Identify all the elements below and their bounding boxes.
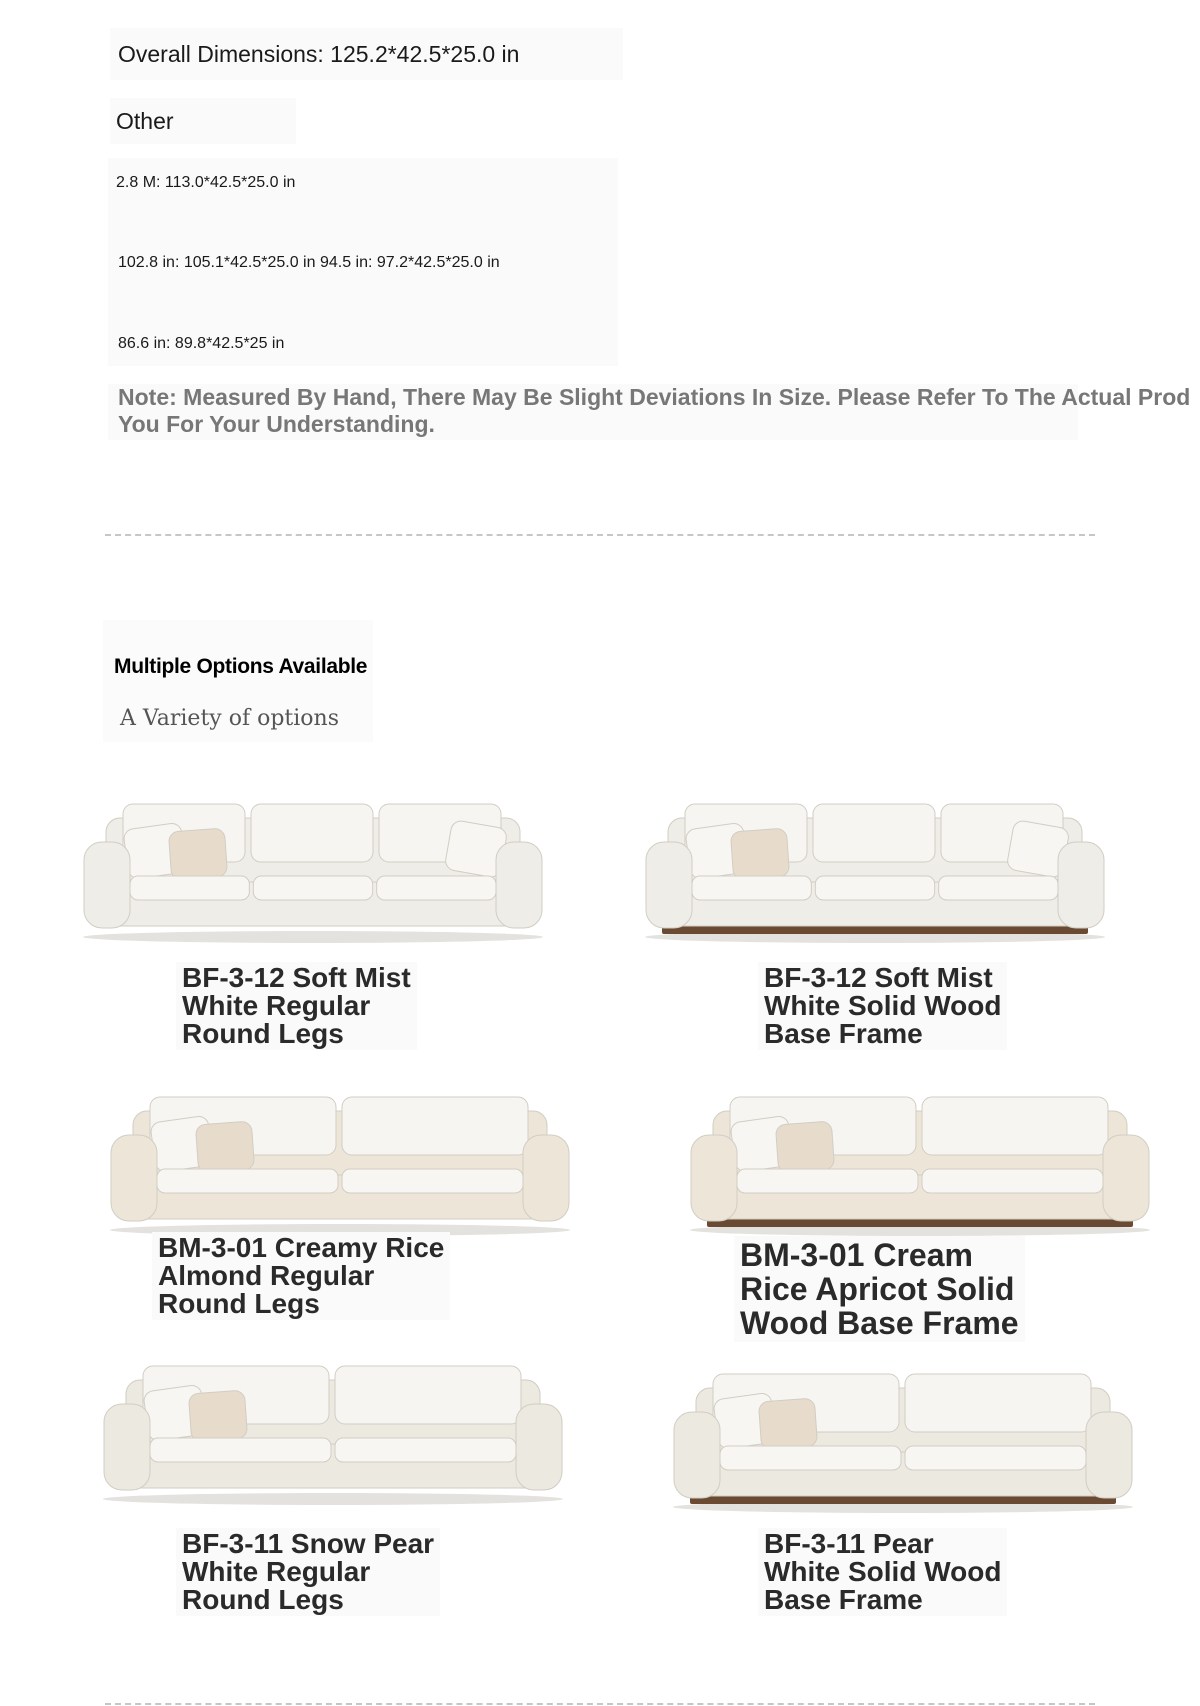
option-label-line: White Regular [182,1556,371,1587]
option-label [734,1236,1025,1342]
sofa-image [98,1362,568,1507]
seat-cushion [737,1169,918,1193]
sofa-arm-left [84,842,130,928]
sofa-shadow [103,1493,563,1505]
back-cushion [251,804,373,862]
section-divider [105,534,1095,536]
option-label [758,1528,1007,1616]
option-label-line: BF-3-12 Soft Mist [182,962,411,993]
sofa-arm-right [523,1135,569,1221]
seat-cushion [157,1169,338,1193]
option-label-line: Base Frame [764,1018,923,1049]
seat-cushion [720,1446,901,1470]
option-label-line: BF-3-12 Soft Mist [764,962,993,993]
sofa-shadow [83,931,543,943]
back-cushion [813,804,935,862]
throw-pillow [168,828,227,880]
wood-base-frame [707,1219,1133,1227]
option-label-line: Rice Apricot Solid [740,1271,1015,1307]
sofa-image [668,1370,1138,1515]
option-label-line: BM-3-01 Cream [740,1237,973,1273]
sofa-arm-left [646,842,692,928]
seat-cushion [692,876,811,900]
spec-line: 2.8 M: 113.0*42.5*25.0 in [116,174,296,191]
seat-cushion [377,876,496,900]
throw-pillow [775,1121,834,1173]
option-label-line: Base Frame [764,1584,923,1615]
seat-cushion [150,1438,331,1462]
wood-base-frame [690,1496,1116,1504]
option-label-line: Wood Base Frame [740,1305,1019,1341]
spec-line: 102.8 in: 105.1*42.5*25.0 in 94.5 in: 97.2*42.5*25.0 in [118,254,500,271]
throw-pillow [188,1390,247,1442]
sofa-arm-right [1058,842,1104,928]
sofa-image [105,1093,575,1238]
measurement-note [108,384,1191,440]
option-label-line: Almond Regular [158,1260,375,1291]
other-specifications-heading: Other [110,98,296,144]
sofa-arm-right [1103,1135,1149,1221]
sofa-arm-left [674,1412,720,1498]
sofa-arm-right [1086,1412,1132,1498]
sofa-image [640,800,1110,945]
seat-cushion [905,1446,1086,1470]
sofa-image [78,800,548,945]
options-subtitle: A Variety of options [120,706,339,731]
throw-pillow [730,828,789,880]
seat-cushion [922,1169,1103,1193]
back-cushion [342,1097,528,1155]
seat-cushion [130,876,249,900]
sofa-image [685,1093,1155,1238]
sofa-arm-left [691,1135,737,1221]
options-title: Multiple Options Available [114,655,368,678]
option-label-line: White Solid Wood [764,1556,1002,1587]
option-label-line: Round Legs [182,1018,344,1049]
option-label [176,1528,440,1616]
seat-cushion [815,876,934,900]
note-line: You For Your Understanding. [118,411,435,437]
option-label-line: BM-3-01 Creamy Rice [158,1232,445,1263]
option-label-line: Round Legs [158,1288,320,1319]
option-label [176,962,417,1050]
note-line: Note: Measured By Hand, There May Be Slight Deviations In Size. Please Refer To The Actual Prod [118,384,1191,410]
option-label-line: BF-3-11 Snow Pear [182,1528,435,1559]
sofa-arm-right [496,842,542,928]
back-cushion [922,1097,1108,1155]
specifications-list [108,158,618,366]
throw-pillow [195,1121,254,1173]
option-label [152,1232,450,1320]
spec-line: 86.6 in: 89.8*42.5*25 in [118,335,285,352]
back-cushion [905,1374,1091,1432]
sofa-arm-left [111,1135,157,1221]
seat-cushion [342,1169,523,1193]
option-label-line: Round Legs [182,1584,344,1615]
bottom-divider [105,1703,1095,1705]
sofa-arm-left [104,1404,150,1490]
overall-dimensions: Overall Dimensions: 125.2*42.5*25.0 in [110,28,623,80]
back-cushion [335,1366,521,1424]
option-label [758,962,1007,1050]
seat-cushion [939,876,1058,900]
option-label-line: White Solid Wood [764,990,1002,1021]
sofa-arm-right [516,1404,562,1490]
option-label-line: BF-3-11 Pear [764,1528,934,1559]
seat-cushion [335,1438,516,1462]
wood-base-frame [662,926,1088,934]
seat-cushion [253,876,372,900]
option-label-line: White Regular [182,990,371,1021]
throw-pillow [758,1398,817,1450]
